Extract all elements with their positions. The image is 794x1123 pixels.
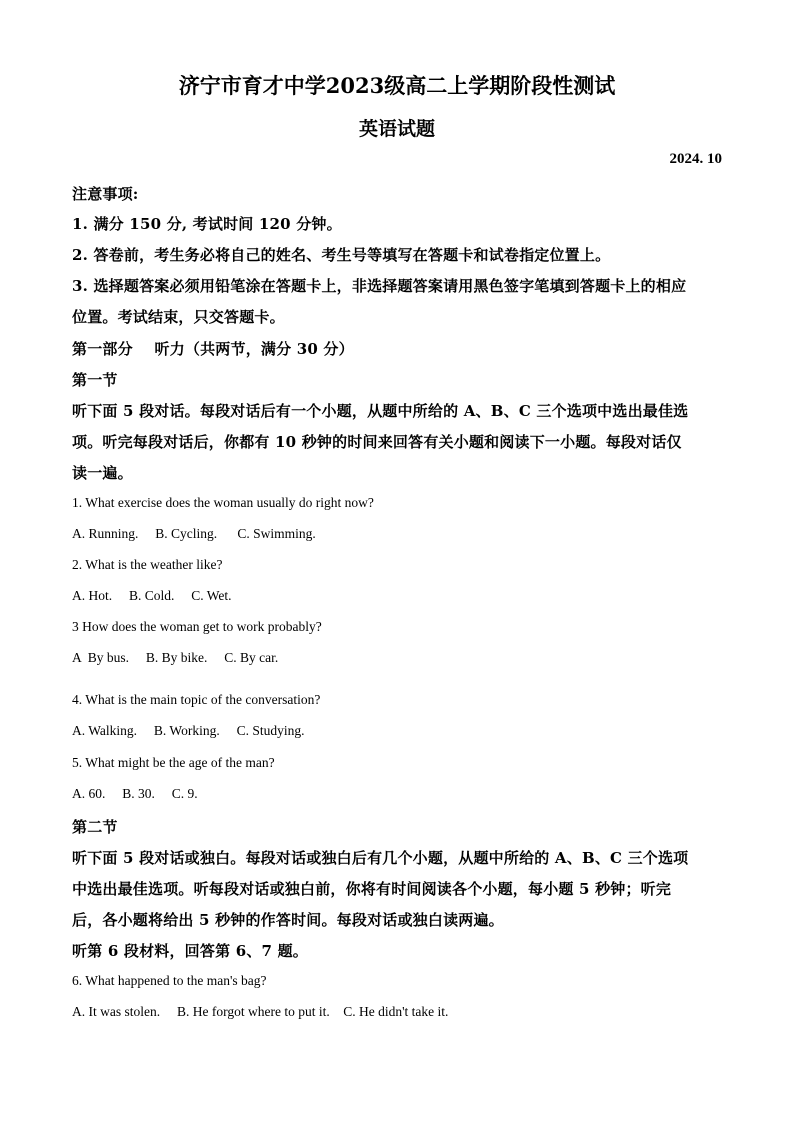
- question-1-options: A. Running. B. Cycling. C. Swimming.: [72, 526, 316, 541]
- question-1: 1. What exercise does the woman usually do right now?: [72, 495, 374, 510]
- notice-item-3: 3. 选择题答案必须用铅笔涂在答题卡上，非选择题答案请用黑色签字笔填到答题卡上的相应: [72, 277, 687, 295]
- section2-heading: 第二节: [72, 818, 118, 836]
- question-4-options: A. Walking. B. Working. C. Studying.: [72, 723, 305, 738]
- question-2: 2. What is the weather like?: [72, 557, 223, 572]
- exam-date: 2024. 10: [669, 151, 722, 167]
- part1-heading: 第一部分 听力（共两节，满分 30 分）: [72, 340, 354, 358]
- section1-heading: 第一节: [72, 371, 118, 389]
- question-5-options: A. 60. B. 30. C. 9.: [72, 786, 198, 801]
- question-6-options: A. It was stolen. B. He forgot where to put it. C. He didn't take it.: [72, 1004, 449, 1019]
- section2-instructions-line2: 中选出最佳选项。听每段对话或独白前，你将有时间阅读各个小题，每小题 5 秒钟；听完: [72, 880, 672, 898]
- question-3: 3 How does the woman get to work probably?: [72, 619, 322, 634]
- exam-title: 济宁市育才中学2023级高二上学期阶段性测试: [178, 73, 616, 98]
- section1-instructions-line2: 项。听完每段对话后，你都有 10 秒钟的时间来回答有关小题和阅读下一小题。每段对话仅: [72, 433, 682, 451]
- notice-item-3-cont: 位置。考试结束，只交答题卡。: [72, 308, 285, 326]
- question-2-options: A. Hot. B. Cold. C. Wet.: [72, 588, 232, 603]
- question-5: 5. What might be the age of the man?: [72, 755, 275, 770]
- section2-instructions-line3: 后，各小题将给出 5 秒钟的作答时间。每段对话或独白读两遍。: [72, 911, 504, 929]
- notice-heading: 注意事项:: [72, 185, 139, 203]
- material-heading: 听第 6 段材料，回答第 6、7 题。: [72, 942, 309, 960]
- section2-instructions-line1: 听下面 5 段对话或独白。每段对话或独白后有几个小题，从题中所给的 A、B、C 三个选项: [72, 849, 689, 867]
- section1-instructions-line1: 听下面 5 段对话。每段对话后有一个小题，从题中所给的 A、B、C 三个选项中选出最佳选: [72, 402, 689, 420]
- question-6: 6. What happened to the man's bag?: [72, 973, 267, 988]
- notice-item-1: 1. 满分 150 分, 考试时间 120 分钟。: [72, 215, 342, 233]
- exam-subtitle: 英语试题: [358, 118, 435, 140]
- question-3-options: A By bus. B. By bike. C. By car.: [72, 650, 279, 665]
- question-4: 4. What is the main topic of the conversation?: [72, 692, 321, 707]
- notice-item-2: 2. 答卷前，考生务必将自己的姓名、考生号等填写在答题卡和试卷指定位置上。: [72, 246, 611, 264]
- section1-instructions-line3: 读一遍。: [72, 464, 133, 482]
